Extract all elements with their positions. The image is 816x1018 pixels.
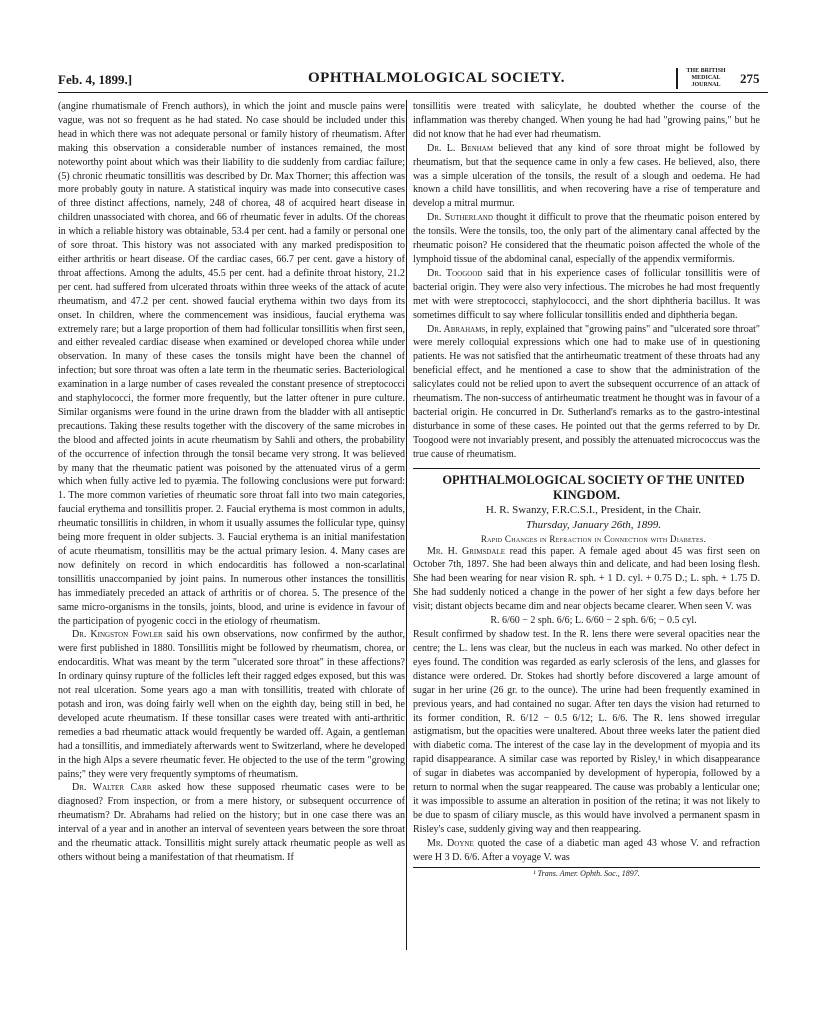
paragraph-text: said his own observations, now confirmed by the author, were first published in 1880. Tonsillitis might be followed by rheumatism, chorea, or endocarditis. What was meant by the term "ulcerated sore throat" in these affections? In ordinary quinsy rupture of the follicles left their ragged edges exposed, but this was not real ulceration. Some years ago a man with tonsillitis, treated with chlorate of potash and iron, was doing fairly well when on the eighth day, being still in bed, he developed acute rheumatism. If these tonsillar cases were treated with anti-arthritic remedies a bad rheumatic attack would frequently be warded off. Again, a gentleman had a tonsillitis, and immediately afterwards went to Switzerland, where he developed in the high Alps a severe rheumatic fever. He objected to the use of the term "growing pains;" they were very frequently symptoms of rheumatism. [58, 629, 405, 780]
speaker-name: Dr. Walter Carr [72, 782, 152, 794]
speaker-name: Dr. Kingston Fowler [72, 629, 163, 641]
paragraph [413, 142, 760, 212]
paragraph: (angine rhumatismale of French authors), in which the joint and muscle pains were vague, was not so frequent as he had stated. No case should be included under this head in which there was not adequate personal or family history of rheumatism. After making this observation a considerable number of instances remained, the most noteworthy point about which was their liability to die suddenly from cardiac failure; (5) chronic rheumatic tonsillitis was described by Dr. Max Thorner; this affection was more probably gouty in nature. A statistical inquiry was made into consecutive cases of three distinct affections, namely, 248 of chorea, 48 of acquired heart disease in children unassociated with chorea, and 66 of rheumatic fever in adults. Of the choreas in which a reliable history was obtainable, 53.4 per cent. had a family or personal one of sore throat. This history was not associated with any marked predisposition to either arthritis or heart disease. Of the cardiac cases, 66.7 per cent. gave a history of throat affections. Among the adults, 45.5 per cent. had a definite throat history, 21.2 per cent. had suffered from ulcerated throats within three weeks of the attack of acute rheumatism, and 47.2 per cent. showed faucial erythema within two days from its onset. In children, where the commencement was insidious, faucial erythema was extremely rare; but a large proportion of them had follicular tonsillitis when first seen, and either revealed cardiac disease when examined or developed chorea while under observation. In many of these cases the tonsils might have been the channel of infection; but sore throat was often a late term in the rheumatic series. Bacteriological examination in a large number of cases revealed the constant presence of streptococci and staphylococci, the former more frequently, but the latter oftener in pure culture. Similar organisms were found in the urine drawn from the bladder with all antiseptic precautions. Taking these results together with the discovery of the same microbes in the blood and affected joints in acute rheumatism by Sahli and others, the probability of the occurrence of infection through the tonsil became very strong. It was believed by many that the rheumatic patient was poisoned by the attenuated virus of a germ which when fully active led to pyæmia. The following conclusions were put forward: 1. The more common varieties of rheumatic sore throat fall into two main categories, faucial erythema and tonsillitis proper. 2. Faucial erythema is most common in adults, rheumatic tonsillitis in children, in whom it usually assumes the follicular type, quinsy being more frequent in older subjects. 3. Faucial erythema is an initial manifestation of acute rheumatism, tonsillitis may be the actual primary lesion. 4. Many cases are now definitely on record in which endocarditis has followed a non-scarlatinal tonsillitis unaccompanied by joint pains. In numerous other instances the tonsillitis has immediately preceded an attack of arthritis or of chorea. 5. The presence of the same micro-organisms in the tonsils, joints, blood, and urine is evidence in favour of the participation of pyogenic cocci in the etiology of rheumatism. [58, 101, 405, 627]
speaker-name: Dr. Abrahams [427, 323, 486, 335]
paragraph-text: thought it difficult to prove that the rheumatic poison entered by the tonsils. Were the tonsils, too, the only part of the alimentary canal affected by the rheumatic poison? He considered that the rheumatic poison affected the whole of the lymphoid tissue of the abdominal canal, especially of the appendix vermiformis. [413, 212, 760, 265]
page-number: 275 [740, 71, 760, 86]
speaker-name: Mr. Doyne [427, 837, 474, 849]
paragraph-text: asked how these supposed rheumatic cases were to be diagnosed? From inspection, or from a mere history, or subsequent occurrence of rheumatism? Dr. Abrahams had relied on the history; but in one case there was an interval of a year and in another an interval of seventeen years between the sore throat and the rheumatic attack. Tonsillitis might surely attack rheumatic people as well as others without being a manifestation of that rheumatism. If [58, 782, 406, 863]
paragraph: Result confirmed by shadow test. In the R. lens there were several opacities near the centre; the L. lens was clear, but the nucleus in each was marked. No other defect in eyes found. The condition was regarded as early sclerosis of the lens, and glasses for distance were ordered. Dr. Stokes had shortly before discovered a large amount of sugar in her urine (26 gr. to the ounce). The urine had been frequently examined in previous years, and had contained no sugar. After ten days the vision had returned to its former condition, R. 6/12 − 0.5 6/12; L. 6/6. The R. lens showed irregular astigmatism, but the opacities were unaltered. About three weeks later the patient died with diabetic coma. The interest of the case lay in the development of myopia and its rapid disappearance. A similar case was reported by Risley,¹ in which disappearance of sugar in diabetes was accompanied by development of hyperopia, followed by a return to normal when the sugar reappeared. The cause was probably a lenticular one; it was impossible to assume an alteration in position of the retina; it was not likely to be due to spasm of ciliary muscle, as this would have involved a permanent spasm in Risley's case, suddenly giving way and then reappearing. [413, 629, 760, 835]
paragraph [413, 267, 760, 323]
paragraph [413, 545, 760, 615]
paragraph-text: quoted the case of a diabetic man aged 43 whose V. and refraction were H 3 D. 6/6. After a voyage V. was [413, 837, 760, 863]
paragraph [413, 211, 760, 267]
header-title: OPHTHALMOLOGICAL SOCIETY. [308, 70, 565, 86]
running-header [58, 68, 768, 90]
speaker-name: Dr. Sutherland [427, 212, 493, 224]
paragraph: tonsillitis were treated with salicylate, he doubted whether the course of the inflammation was thereby changed. When young he had had "growing pains," but he did not know that he had ever had rheumatism. [413, 101, 760, 140]
right-column [413, 100, 760, 1000]
speaker-name: Mr. H. Grimsdale [427, 545, 506, 557]
president-line: H. R. Swanzy, F.R.C.S.I., President, in the Chair. [485, 503, 702, 516]
paper-subheading: Rapid Changes in Refraction in Connection with Diabetes. [480, 533, 707, 544]
header-date: Feb. 4, 1899.] [58, 72, 133, 87]
paragraph-text: , in reply, explained that "growing pains" and "ulcerated sore throat" were merely colloquial expressions which one had to make use of in questioning patients. He was not satisfied that the antirheumatic treatment of these throats had any beneficial effect, and he mentioned a case to show that the administration of the salicylates could not be relied upon to avert the subsequent occurrence of an attack of rheumatism. The non-success of antirheumatic treatment he thought was in favour of a bacterial origin. He concurred in Dr. Sutherland's remarks as to the gastro-intestinal disturbance in some of these cases. He pointed out that the germs referred to by Dr. Toogood were not invariably present, and possibly the attenuated micrococcus was the true cause of rheumatism. [413, 323, 760, 460]
paragraph [58, 628, 405, 781]
paragraph-text: said that in his experience cases of follicular tonsillitis were of bacterial origin. They were also very infectious. The microbes he had most frequently met with were streptococci, staphylococci, and the short diphtheria bacillus. It was sometimes difficult to say where follicular tonsillitis ended and diphtheria began. [413, 267, 760, 321]
speaker-name: Dr. Toogood [427, 267, 483, 279]
paragraph [58, 781, 405, 864]
header-rule [58, 92, 768, 93]
meeting-date: Thursday, January 26th, 1899. [525, 518, 662, 531]
section-separator [413, 468, 760, 469]
left-column [58, 100, 405, 948]
paragraph-text: read this paper. A female aged about 45 was first seen on October 7th, 1897. She had been always thin and delicate, and had been losing flesh. She had been wearing for near vision R. sph. + 1 D. cyl. + 0.75 D.; L. sph. + 1.75 D. She had suddenly noticed a change in the power of her sight a few days before her visit; distant objects became dim and near objects became clearer. When seen V. was [413, 545, 760, 613]
journal-logo: THE BRITISH MEDICAL JOURNAL [676, 68, 731, 89]
column-divider [406, 100, 407, 950]
paragraph [413, 323, 760, 462]
paragraph-text: believed that any kind of sore throat might be followed by rheumatism, but that the sequence came in only a few cases. He believed, also, there was a simple ulceration of the tonsils, the result of a slough and oedema. He had known a child have tonsillitis, and when recovering have a rise of temperature and develop a mitral murmur. [413, 142, 760, 210]
vision-formula: R. 6/60 − 2 sph. 6/6; L. 6/60 − 2 sph. 6/6; − 0.5 cyl. [490, 615, 697, 627]
footnote: ¹ Trans. Amer. Ophth. Soc., 1897. [413, 867, 760, 879]
section-title: OPHTHALMOLOGICAL SOCIETY OF THE UNITED KINGDOM. [442, 472, 745, 502]
speaker-name: Dr. L. Benham [427, 142, 494, 154]
paragraph [413, 837, 760, 865]
